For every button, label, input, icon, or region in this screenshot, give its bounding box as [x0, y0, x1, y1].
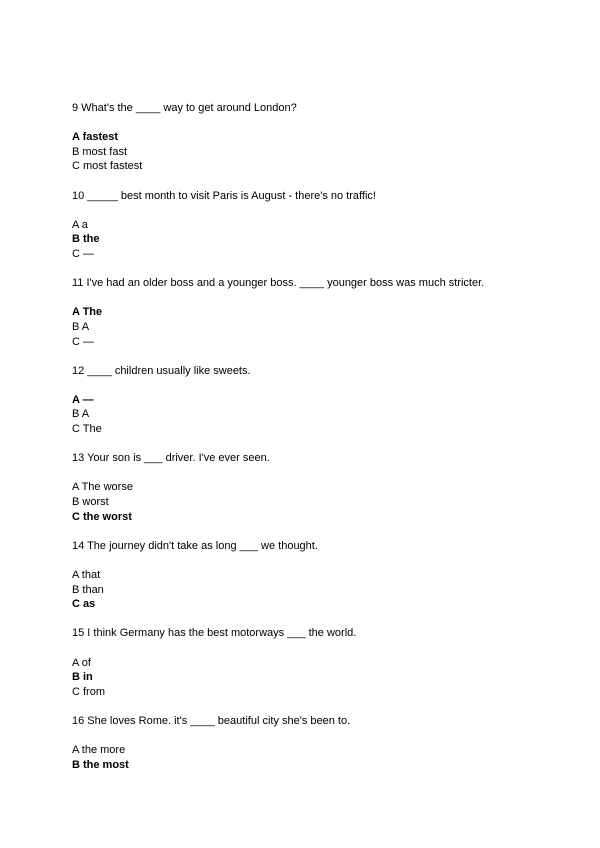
question-text: 15 I think Germany has the best motorways ___ the world. — [72, 627, 357, 640]
question-text: 10 _____ best month to visit Paris is August - there's no traffic! — [72, 189, 376, 202]
answer-option: C — — [72, 335, 94, 348]
question-block — [72, 276, 542, 364]
answer-option: B A — [72, 320, 90, 333]
question-block — [72, 539, 542, 627]
answer-options — [72, 130, 542, 174]
answer-option: B worst — [72, 496, 109, 509]
question-text: 13 Your son is ___ driver. I've ever seen. — [72, 452, 270, 465]
spacer — [72, 349, 542, 364]
answer-options — [72, 480, 542, 524]
question-block — [72, 451, 542, 539]
answer-options — [72, 305, 542, 349]
correct-answer-option: A The — [72, 306, 103, 319]
correct-answer-option: A — — [72, 393, 94, 406]
quiz-document — [72, 101, 542, 772]
spacer — [72, 378, 542, 393]
answer-option: B most fast — [72, 145, 128, 158]
answer-option: B than — [72, 583, 104, 596]
question-text: 16 She loves Rome. it's ____ beautiful city she's been to. — [72, 714, 351, 727]
answer-options — [72, 393, 542, 437]
correct-answer-option: B the — [72, 233, 100, 246]
question-block — [72, 626, 542, 714]
spacer — [72, 641, 542, 656]
answer-option: A the more — [72, 744, 126, 757]
answer-option: A of — [72, 656, 91, 669]
spacer — [72, 262, 542, 277]
spacer — [72, 729, 542, 744]
answer-option: A The worse — [72, 481, 133, 494]
question-block — [72, 189, 542, 277]
correct-answer-option: A fastest — [72, 131, 119, 144]
spacer — [72, 466, 542, 481]
question-block — [72, 101, 542, 189]
spacer — [72, 437, 542, 452]
answer-options — [72, 218, 542, 262]
spacer — [72, 174, 542, 189]
answer-option: A a — [72, 218, 88, 231]
spacer — [72, 524, 542, 539]
answer-options — [72, 568, 542, 612]
spacer — [72, 553, 542, 568]
answer-options — [72, 656, 542, 700]
answer-option: B A — [72, 408, 90, 421]
correct-answer-option: B the most — [72, 758, 129, 771]
spacer — [72, 612, 542, 627]
spacer — [72, 203, 542, 218]
question-text: 11 I've had an older boss and a younger boss. ____ younger boss was much stricter. — [72, 277, 485, 290]
correct-answer-option: C as — [72, 598, 96, 611]
answer-option: C most fastest — [72, 160, 143, 173]
correct-answer-option: B in — [72, 671, 93, 684]
answer-options — [72, 743, 542, 772]
answer-option: A that — [72, 569, 101, 581]
correct-answer-option: C the worst — [72, 510, 132, 523]
question-text: 12 ____ children usually like sweets. — [72, 364, 251, 377]
question-text: 14 The journey didn't take as long ___ we thought. — [72, 539, 318, 552]
spacer — [72, 116, 542, 131]
question-block — [72, 364, 542, 452]
spacer — [72, 699, 542, 714]
spacer — [72, 291, 542, 306]
question-block — [72, 714, 542, 772]
answer-option: C The — [72, 423, 102, 436]
question-text: 9 What's the ____ way to get around London? — [72, 102, 297, 114]
answer-option: C from — [72, 685, 105, 698]
answer-option: C — — [72, 247, 94, 260]
